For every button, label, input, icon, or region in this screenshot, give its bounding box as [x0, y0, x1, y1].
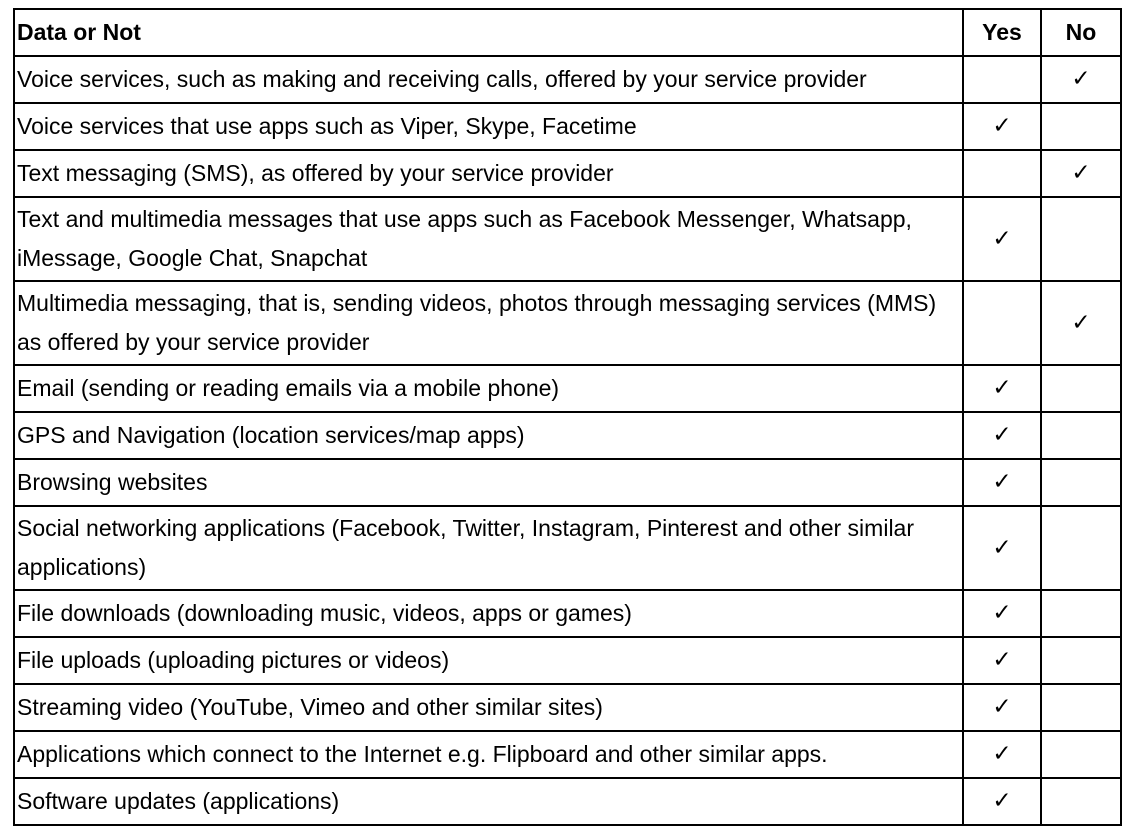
no-cell — [1041, 103, 1121, 150]
header-yes: Yes — [963, 9, 1041, 56]
table-row — [14, 778, 1121, 825]
yes-cell: ✓ — [963, 778, 1041, 825]
row-label: GPS and Navigation (location services/map apps) — [14, 412, 963, 459]
row-label: Browsing websites — [14, 459, 963, 506]
yes-cell: ✓ — [963, 637, 1041, 684]
header-row — [14, 9, 1121, 56]
yes-cell — [963, 56, 1041, 103]
table-row — [14, 637, 1121, 684]
no-cell — [1041, 365, 1121, 412]
no-cell — [1041, 412, 1121, 459]
row-label: Voice services that use apps such as Viper, Skype, Facetime — [14, 103, 963, 150]
header-no: No — [1041, 9, 1121, 56]
yes-cell: ✓ — [963, 197, 1041, 281]
yes-cell: ✓ — [963, 590, 1041, 637]
yes-cell: ✓ — [963, 506, 1041, 590]
yes-cell: ✓ — [963, 731, 1041, 778]
no-cell — [1041, 197, 1121, 281]
table-row — [14, 150, 1121, 197]
yes-cell: ✓ — [963, 412, 1041, 459]
no-cell: ✓ — [1041, 56, 1121, 103]
table-row — [14, 590, 1121, 637]
row-label: Text messaging (SMS), as offered by your service provider — [14, 150, 963, 197]
yes-cell: ✓ — [963, 459, 1041, 506]
row-label: Multimedia messaging, that is, sending videos, photos through messaging services (MMS) as offered by your service provider — [14, 281, 963, 365]
row-label: Email (sending or reading emails via a mobile phone) — [14, 365, 963, 412]
no-cell — [1041, 506, 1121, 590]
header-description: Data or Not — [14, 9, 963, 56]
no-cell — [1041, 684, 1121, 731]
row-label: Voice services, such as making and receiving calls, offered by your service provider — [14, 56, 963, 103]
row-label: File downloads (downloading music, videos, apps or games) — [14, 590, 963, 637]
row-label: Software updates (applications) — [14, 778, 963, 825]
row-label: Applications which connect to the Internet e.g. Flipboard and other similar apps. — [14, 731, 963, 778]
table-row — [14, 459, 1121, 506]
table-row — [14, 103, 1121, 150]
table-row — [14, 281, 1121, 365]
no-cell: ✓ — [1041, 281, 1121, 365]
yes-cell: ✓ — [963, 365, 1041, 412]
table-row — [14, 684, 1121, 731]
row-label: Streaming video (YouTube, Vimeo and other similar sites) — [14, 684, 963, 731]
table-row — [14, 365, 1121, 412]
yes-cell: ✓ — [963, 684, 1041, 731]
no-cell — [1041, 778, 1121, 825]
yes-cell — [963, 281, 1041, 365]
table-row — [14, 56, 1121, 103]
table-row — [14, 412, 1121, 459]
no-cell — [1041, 459, 1121, 506]
table-row — [14, 506, 1121, 590]
row-label: Text and multimedia messages that use apps such as Facebook Messenger, Whatsapp, iMessage, Google Chat, Snapchat — [14, 197, 963, 281]
row-label: Social networking applications (Facebook, Twitter, Instagram, Pinterest and other similar applications) — [14, 506, 963, 590]
yes-cell — [963, 150, 1041, 197]
row-label: File uploads (uploading pictures or videos) — [14, 637, 963, 684]
no-cell — [1041, 731, 1121, 778]
yes-cell: ✓ — [963, 103, 1041, 150]
no-cell — [1041, 637, 1121, 684]
no-cell — [1041, 590, 1121, 637]
no-cell: ✓ — [1041, 150, 1121, 197]
data-or-not-table — [13, 8, 1122, 826]
table-row — [14, 731, 1121, 778]
table-row — [14, 197, 1121, 281]
